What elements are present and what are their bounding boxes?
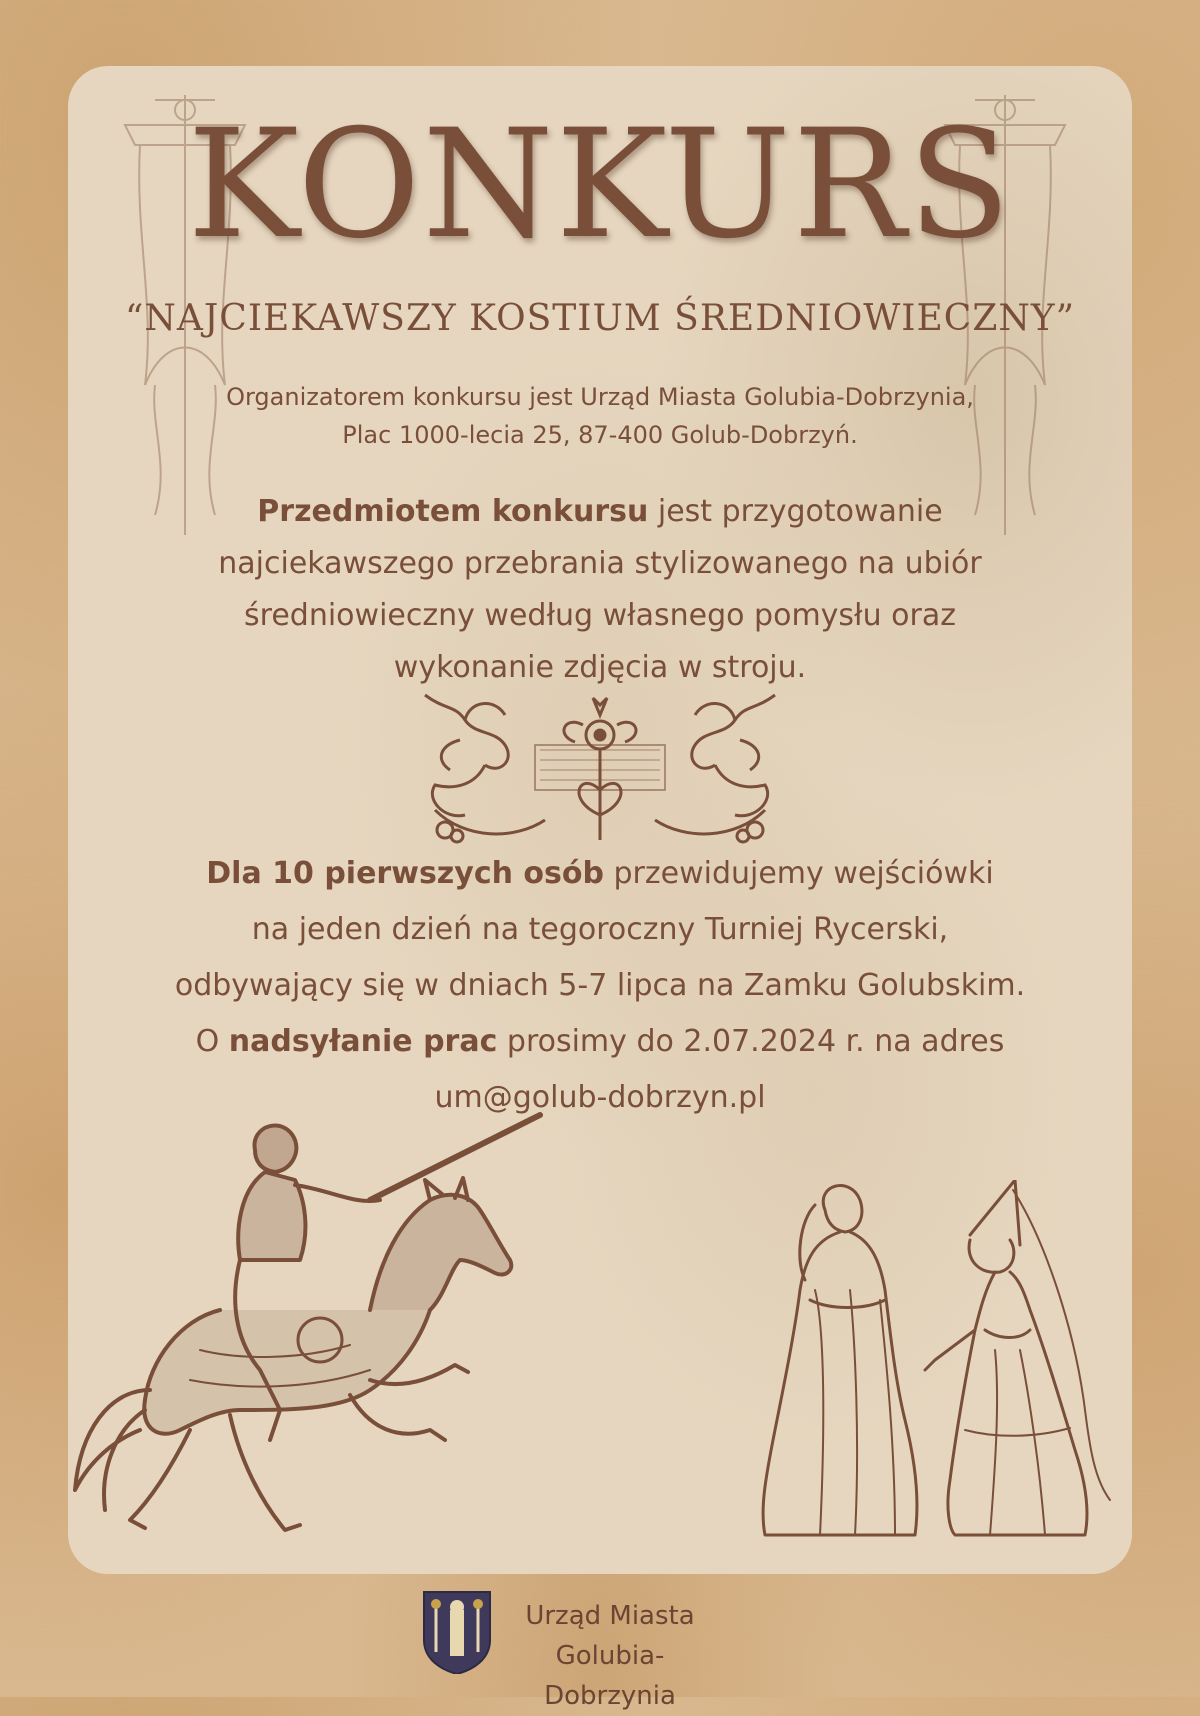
poster-title: KONKURS <box>187 98 1013 272</box>
medieval-ladies-icon <box>755 1180 1115 1545</box>
city-crest-icon <box>422 1590 492 1674</box>
organizer-line-1: Organizatorem konkursu jest Urząd Miasta Golubia-Dobrzynia, <box>226 383 974 411</box>
subject-line-2: najciekawszego przebrania stylizowanego na ubiór <box>218 546 982 581</box>
prize-line-1 <box>0 846 1200 902</box>
footer-line-2: Golubia-Dobrzynia <box>544 1641 676 1711</box>
submission-bold: nadsyłanie prac <box>228 1024 498 1059</box>
prize-bold: Dla 10 pierwszych osób <box>206 856 604 891</box>
subject-line-3: średniowieczny według własnego pomysłu oraz <box>244 598 956 633</box>
organizer-line-2: Plac 1000-lecia 25, 87-400 Golub-Dobrzyń. <box>342 421 858 449</box>
organizer-text <box>0 378 1200 454</box>
footer-organization <box>490 1596 730 1716</box>
footer-line-1: Urząd Miasta <box>525 1601 695 1631</box>
contact-email: um@golub-dobrzyn.pl <box>434 1080 766 1115</box>
prize-line-1-rest: przewidujemy wejściówki <box>603 856 994 891</box>
prize-line-3: odbywający się w dniach 5-7 lipca na Zamku Golubskim. <box>174 968 1026 1003</box>
subject-bold: Przedmiotem konkursu <box>257 494 649 529</box>
prize-line-4-rest: prosimy do 2.07.2024 r. na adres <box>497 1024 1005 1059</box>
prize-text <box>0 846 1200 1126</box>
knight-on-horse-icon <box>70 1110 570 1570</box>
subject-text <box>0 486 1200 694</box>
prize-line-4 <box>0 1014 1200 1070</box>
subject-line-1-rest: jest przygotowanie <box>648 494 943 529</box>
prize-line-2: na jeden dzień na tegoroczny Turniej Rycerski, <box>251 912 949 947</box>
subject-line-1 <box>0 486 1200 538</box>
prize-line-4-pre: O <box>195 1024 229 1059</box>
subject-line-4: wykonanie zdjęcia w stroju. <box>393 650 807 685</box>
poster-subtitle: “NAJCIEKAWSZY KOSTIUM ŚREDNIOWIECZNY” <box>124 298 1076 339</box>
dragons-ornament-icon <box>415 690 785 850</box>
